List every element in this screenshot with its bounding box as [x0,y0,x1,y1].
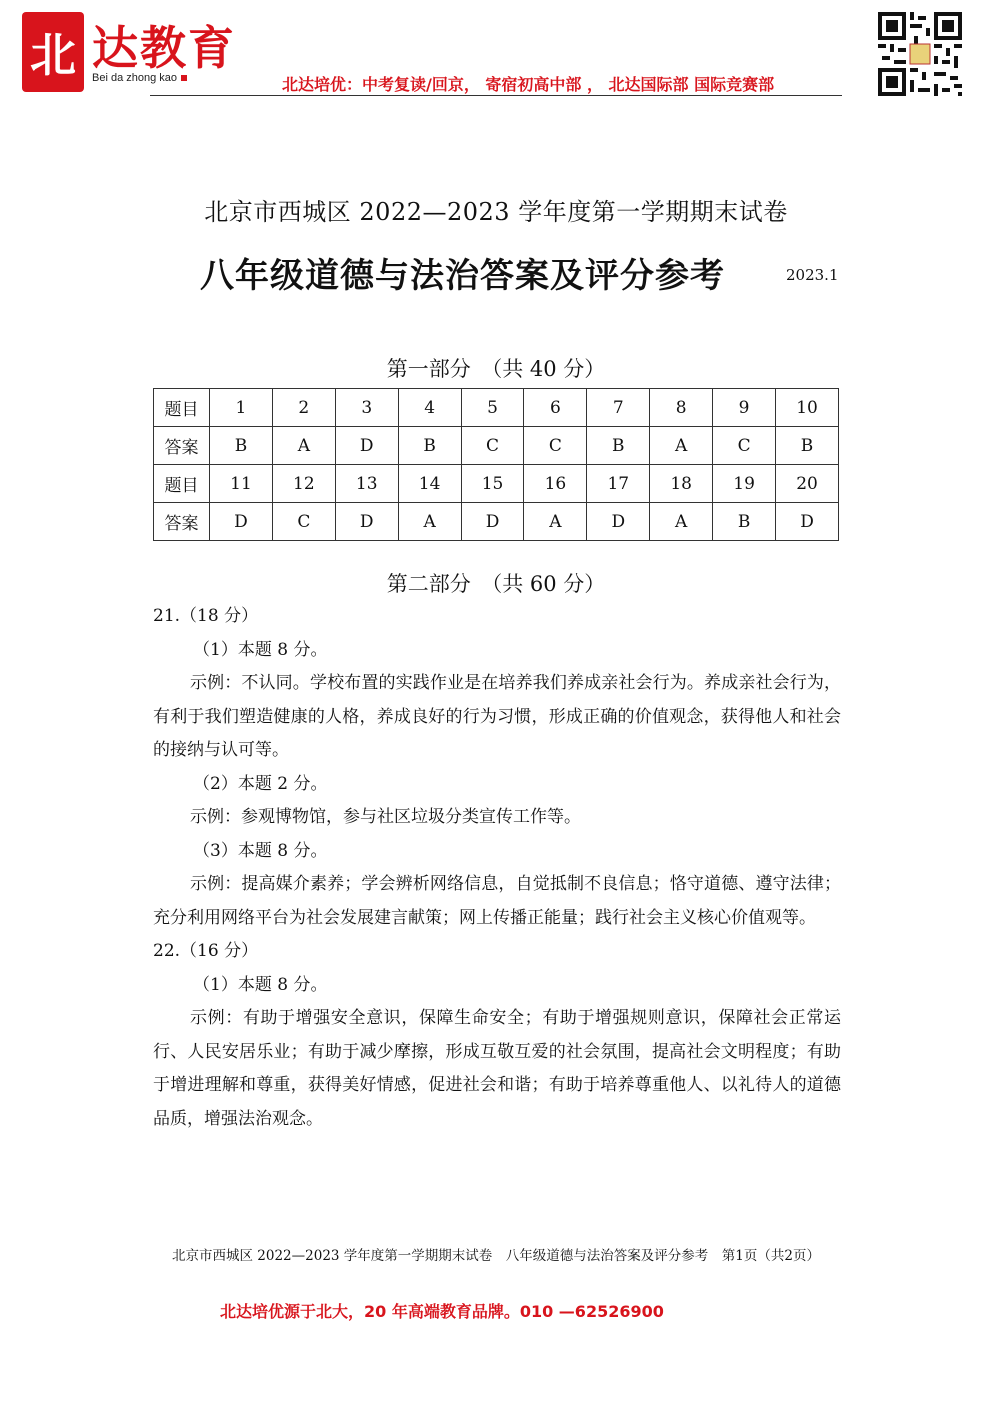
brand-logo-text: 达教育 [92,21,236,75]
question-part-example: 示例：参观博物馆，参与社区垃圾分类宣传工作等。 [190,807,581,827]
question-part-label: （1）本题 8 分。 [193,639,328,660]
questions-body [153,600,841,1136]
question-header: 22.（16 分） [153,941,259,961]
table-cell: 4 [398,389,461,427]
table-cell: B [398,427,461,465]
table-cell: B [210,427,273,465]
table-cell: 19 [713,465,776,503]
part1-title: 第一部分 （共 40 分） [386,357,606,381]
table-cell: A [524,503,587,541]
footer-slogan: 北达培优源于北大，20 年高端教育品牌。010 —62526900 [220,1302,664,1321]
table-cell: 10 [776,389,839,427]
table-cell: B [776,427,839,465]
table-cell: D [587,503,650,541]
table-cell: 16 [524,465,587,503]
table-cell: D [210,503,273,541]
table-cell: A [272,427,335,465]
question-part-label: （3）本题 8 分。 [193,840,328,861]
table-cell: D [461,503,524,541]
table-cell: 6 [524,389,587,427]
table-cell: 9 [713,389,776,427]
table-cell: B [587,427,650,465]
row-label: 答案 [154,503,210,541]
brand-logo-subtitle: Bei da zhong kao [92,72,187,84]
table-cell: A [650,427,713,465]
document-date: 2023.1 [786,266,839,284]
table-cell: D [335,427,398,465]
table-cell: 12 [272,465,335,503]
table-cell: 5 [461,389,524,427]
page-footer: 北京市西城区 2022—2023 学年度第一学期期末试卷 八年级道德与法治答案及评分参考 第1页（共2页） [172,1248,820,1264]
table-cell: C [461,427,524,465]
qr-code-icon [878,12,962,96]
answer-table [153,388,839,541]
table-cell: 2 [272,389,335,427]
table-cell: C [524,427,587,465]
table-row [154,503,839,541]
brand-logo-mark: 北 [22,12,84,92]
exam-title: 北京市西城区 2022—2023 学年度第一学期期末试卷 [204,198,788,226]
question-header: 21.（18 分） [153,606,259,626]
header-divider [150,95,842,96]
part2-title: 第二部分 （共 60 分） [386,572,606,596]
table-cell: 13 [335,465,398,503]
answer-key-title: 八年级道德与法治答案及评分参考 [200,256,725,296]
table-cell: 15 [461,465,524,503]
row-label: 题目 [154,389,210,427]
question-part-label: （2）本题 2 分。 [193,773,328,794]
table-row [154,389,839,427]
question-part-example: 示例：有助于增强安全意识，保障生命安全；有助于增强规则意识，保障社会正常运行、人民安居乐业；有助于减少摩擦，形成互敬互爱的社会氛围，提高社会文明程度；有助于增进理解和尊重，获得美好情感，促进社会和谐；有助于培养尊重他人、以礼待人的道德品质，增强法治观念。 [153,1008,841,1129]
table-cell: 11 [210,465,273,503]
row-label: 题目 [154,465,210,503]
table-cell: 8 [650,389,713,427]
row-label: 答案 [154,427,210,465]
table-cell: 17 [587,465,650,503]
table-cell: 18 [650,465,713,503]
table-cell: A [650,503,713,541]
table-cell: 3 [335,389,398,427]
table-cell: D [335,503,398,541]
question-part-example: 示例：不认同。学校布置的实践作业是在培养我们养成亲社会行为。养成亲社会行为，有利于我们塑造健康的人格，养成良好的行为习惯，形成正确的价值观念，获得他人和社会的接纳与认可等。 [153,673,841,760]
question-part-label: （1）本题 8 分。 [193,974,328,995]
table-cell: B [713,503,776,541]
table-cell: 1 [210,389,273,427]
table-cell: A [398,503,461,541]
table-row [154,427,839,465]
question-part-example: 示例：提高媒介素养；学会辨析网络信息，自觉抵制不良信息；恪守道德、遵守法律；充分利用网络平台为社会发展建言献策；网上传播正能量；践行社会主义核心价值观等。 [153,874,841,928]
table-cell: 20 [776,465,839,503]
table-cell: C [272,503,335,541]
table-row [154,465,839,503]
table-cell: 14 [398,465,461,503]
table-cell: 7 [587,389,650,427]
table-cell: C [713,427,776,465]
table-cell: D [776,503,839,541]
header-slogan: 北达培优：中考复读/回京， 寄宿初高中部 ， 北达国际部 国际竞赛部 [282,75,775,94]
